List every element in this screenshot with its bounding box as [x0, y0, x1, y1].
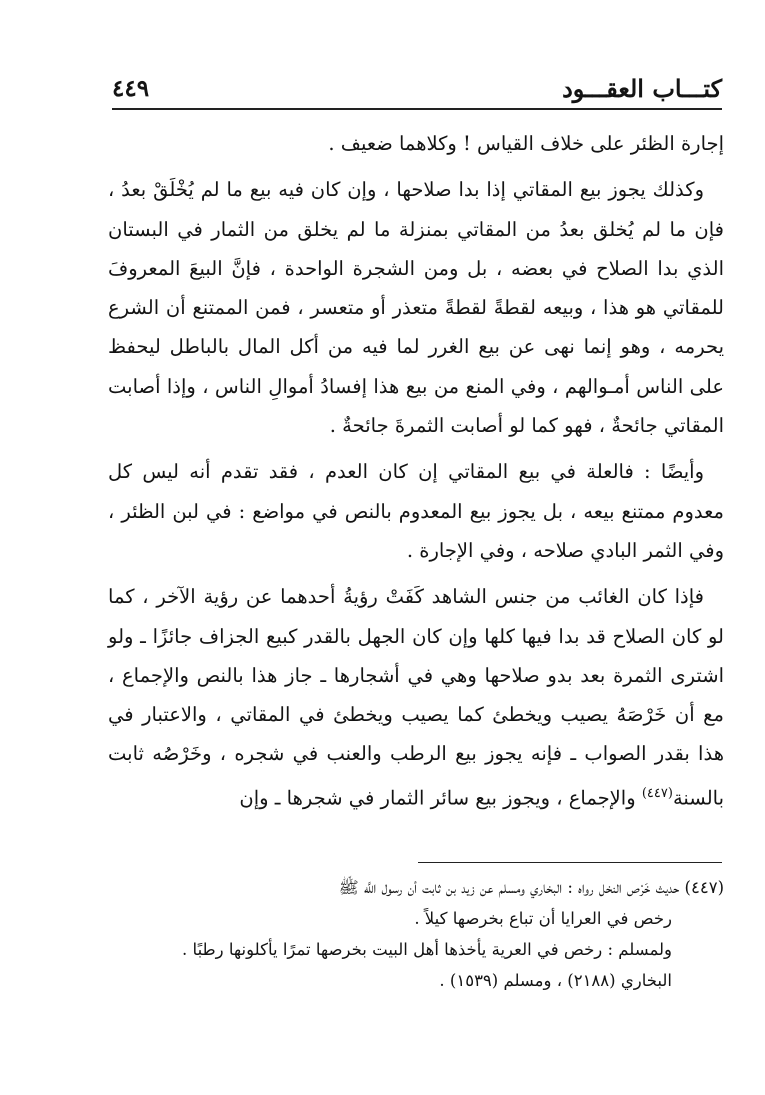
page-number: ٤٤٩ [112, 75, 150, 102]
paragraph-4-end: والإجماع ، ويجوز بيع سائر الثمار في شجرها ـ وإن [239, 786, 642, 810]
footnote-rule [418, 862, 722, 863]
chapter-title: كتـــاب العقـــود [562, 74, 722, 103]
paragraph-2: وكذلك يجوز بيع المقاتي إذا بدا صلاحها ، وإن كان فيه بيع ما لم يُخْلَقْ بعدُ ، فإن ما لم يُخلق بعدُ من المقاتي بمنزلة ما لم يخلق من الثمار في البستان الذي بدا الصلاح في بعضه ، بل ومن الشجرة الواحدة ، فإنَّ البيعَ المعروفَ للمقاتي هو هذا ، وبيعه لقطةً لقطةً متعذر أو متعسر ، فمن الممتنع أن الشرع يحرمه ، وهو إنما نهى عن بيع الغرر لما فيه من أكل المال بالباطل ليحفظ على الناس أمـوالهم ، وفي المنع من بيع هذا إفسادُ أموالِ الناس ، وإذا أصابت المقاتي جائحةٌ ، فهو كما لو أصابت الثمرةَ جائحةٌ . [108, 178, 724, 438]
main-text [108, 124, 724, 818]
footnote-line-1: (٤٤٧) حديث خَرْص النخل رواه : البخاري ومسلم عن زيد بن ثابت أن رسول اللَّه ﷺ [338, 878, 724, 897]
header-rule [112, 108, 722, 110]
paragraph-4-text: فإذا كان الغائب من جنس الشاهد كَفَتْ رؤيةُ أحدهما عن رؤية الآخر ، كما لو كان الصلاح قد بدا فيها كلها وإن كان الجهل بالقدر كبيع الجزاف جائزًا ـ ولو اشترى الثمرة بعد بدو صلاحها وهي في أشجارها ـ جاز هذا بالنص والإجماع ، مع أن خَرْصَهُ يصيب ويخطئ كما يصيب ويخطئ في المقاتي ، والاعتبار في هذا بقدر الصواب ـ فإنه يجوز بيع الرطب والعنب في شجره ، وخَرْصُه ثابت بالسنة [108, 585, 724, 810]
paragraph-3: وأيضًا : فالعلة في بيع المقاتي إن كان العدم ، فقد تقدم أنه ليس كل معدوم ممتنع بيعه ، بل يجوز بيع المعدوم بالنص في مواضع : في لبن الظئر ، وفي الثمر البادي صلاحه ، وفي الإجارة . [108, 460, 724, 562]
footnote-line-4: البخاري (٢١٨٨) ، ومسلم (١٥٣٩) . [439, 971, 672, 990]
paragraph-4 [108, 577, 724, 817]
footnotes [112, 872, 724, 996]
paragraph-1: إجارة الظئر على خلاف القياس ! وكلاهما ضعيف . [328, 132, 724, 155]
footnote-line-2: رخص في العرايا أن تباع بخرصها كيلاً . [414, 909, 672, 928]
footnote-line-3: ولمسلم : رخص في العرية يأخذها أهل البيت بخرصها تمرًا يأكلونها رطبًا . [182, 940, 672, 959]
footnote-reference: (٤٤٧) [641, 785, 673, 801]
page-header [112, 74, 722, 114]
